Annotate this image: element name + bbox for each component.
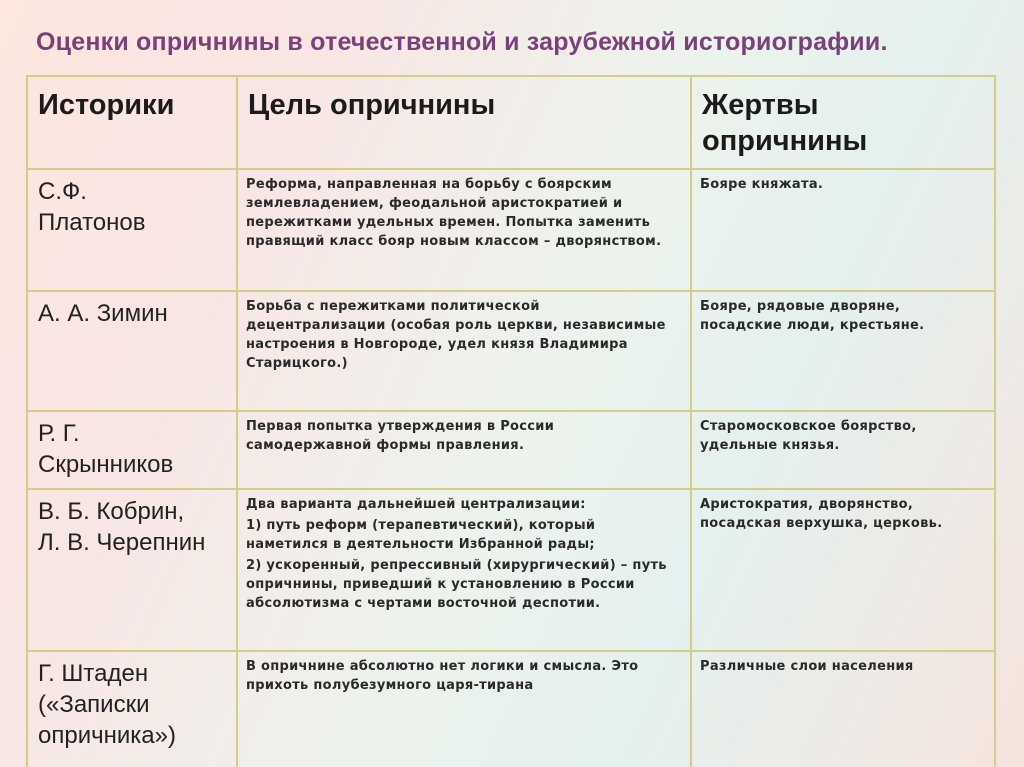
- historian-name: Платонов: [38, 209, 146, 236]
- table-row: [27, 411, 995, 489]
- historian-name: Г. Штаден: [38, 660, 149, 687]
- page-title: Оценки опричнины в отечественной и зарубежной историографии.: [36, 28, 888, 56]
- goal-cell: [237, 651, 691, 767]
- victims-cell: Различные слои населения: [691, 651, 995, 767]
- historian-cell: [27, 411, 237, 489]
- historian-name: («Записки: [38, 691, 150, 718]
- header-victims-line: опричнины: [702, 125, 868, 157]
- header-goal: Цель опричнины: [237, 76, 691, 169]
- historian-cell: [27, 169, 237, 291]
- table-row: [27, 651, 995, 767]
- goal-text: 1) путь реформ (терапевтический), который наметился в деятельности Избранной рады;: [246, 518, 596, 552]
- goal-text: Два варианта дальнейшей централизации:: [246, 497, 586, 512]
- goal-cell: [237, 291, 691, 411]
- historiography-table: [26, 75, 996, 767]
- historian-name: А. А. Зимин: [38, 300, 168, 327]
- victims-cell: Бояре, рядовые дворяне, посадские люди, крестьяне.: [691, 291, 995, 411]
- table-row: [27, 291, 995, 411]
- goal-cell: [237, 411, 691, 489]
- historian-name: В. Б. Кобрин,: [38, 498, 185, 525]
- header-historians: Историки: [27, 76, 237, 169]
- goal-cell: [237, 489, 691, 651]
- table-row: [27, 169, 995, 291]
- header-victims-line: Жертвы: [702, 89, 819, 121]
- header-victims: [691, 76, 995, 169]
- historian-name: Р. Г.: [38, 420, 80, 447]
- table-header-row: [27, 76, 995, 169]
- goal-text: Борьба с пережитками политической децентрализации (особая роль церкви, независимые настроения в Новгороде, удел князя Владимира Старицкого.): [246, 299, 666, 371]
- table-row: [27, 489, 995, 651]
- goal-text: 2) ускоренный, репрессивный (хирургический) – путь опричнины, приведший к установлению в России абсолютизма с чертами восточной деспотии.: [246, 558, 667, 611]
- historian-name: Скрынников: [38, 451, 174, 478]
- victims-cell: Бояре княжата.: [691, 169, 995, 291]
- goal-cell: [237, 169, 691, 291]
- victims-cell: Аристократия, дворянство, посадская верхушка, церковь.: [691, 489, 995, 651]
- historian-name: Л. В. Черепнин: [38, 529, 206, 556]
- victims-cell: Старомосковское боярство, удельные князья.: [691, 411, 995, 489]
- historian-cell: [27, 651, 237, 767]
- goal-text: В опричнине абсолютно нет логики и смысла. Это прихоть полубезумного царя-тирана: [246, 659, 639, 693]
- goal-text: Первая попытка утверждения в России самодержавной формы правления.: [246, 419, 555, 453]
- historian-name: опричника»): [38, 722, 176, 749]
- goal-text: Реформа, направленная на борьбу с боярским землевладением, феодальной аристократией и пережитками удельных времен. Попытка заменить правящий класс бояр новым классом – дворянством.: [246, 177, 662, 249]
- historian-name: С.Ф.: [38, 178, 87, 205]
- historian-cell: [27, 291, 237, 411]
- historian-cell: [27, 489, 237, 651]
